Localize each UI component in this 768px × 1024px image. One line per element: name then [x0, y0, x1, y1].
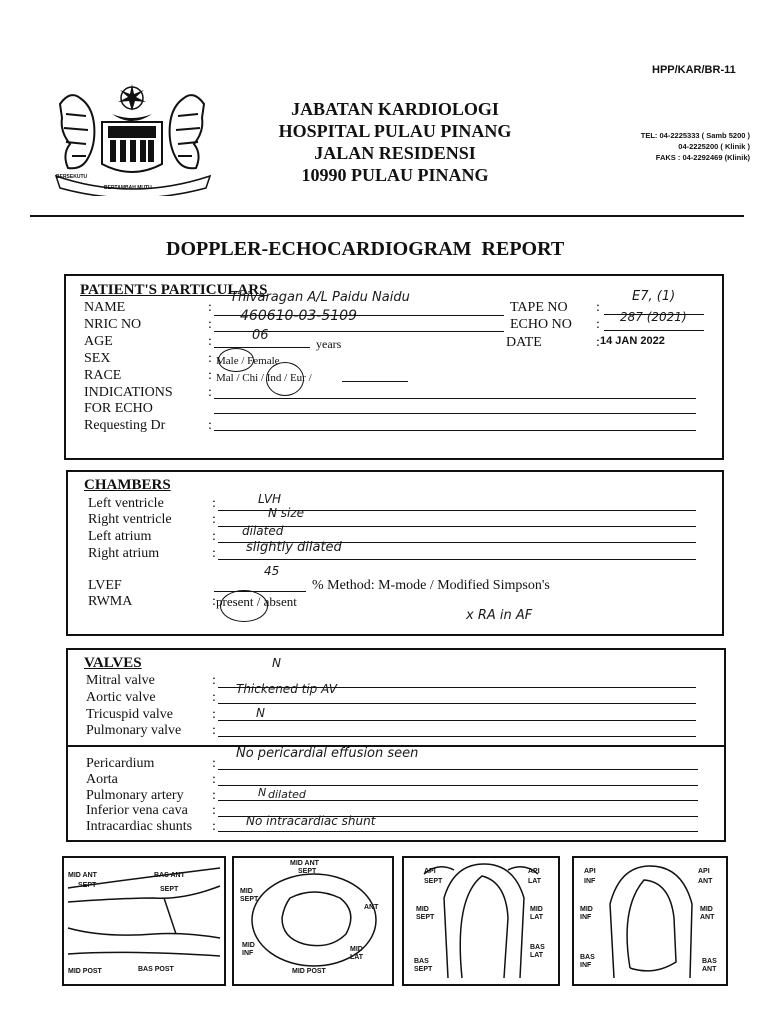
a2c-bas-r: BAS: [702, 958, 717, 965]
diagram-sax: [232, 856, 394, 986]
tricuspid-line: [218, 720, 696, 721]
plax-mid-post: MID POST: [68, 968, 102, 975]
hospital-header: [240, 98, 550, 186]
a4c-sept: SEPT: [424, 878, 443, 885]
requesting-dr-label: Requesting Dr: [84, 418, 166, 433]
ivc-value[interactable]: dilated: [268, 788, 306, 801]
lvef-value[interactable]: 45: [264, 564, 280, 578]
sax-ant: ANT: [364, 904, 379, 911]
sex-label: SEX: [84, 351, 111, 366]
name-value[interactable]: Thivaragan A/L Paidu Naidu: [230, 290, 410, 305]
sax-sept: SEPT: [240, 896, 259, 903]
pulmonary-artery-value[interactable]: N: [258, 786, 267, 799]
aorta-label: Aorta: [86, 772, 118, 787]
la-label: Left atrium: [88, 529, 152, 544]
rwma-options[interactable]: present / absent: [216, 594, 297, 609]
a2c-bas-inf: INF: [580, 962, 592, 969]
nric-value[interactable]: 460610-03-5109: [240, 308, 357, 324]
shunts-line: [218, 831, 698, 832]
a4c-api-r: API: [528, 868, 540, 875]
race-options[interactable]: Mal / Chi / Ind / Eur /: [216, 372, 312, 384]
pericardium-line: [218, 769, 698, 770]
header-line-3: JALAN RESIDENSI: [314, 143, 476, 163]
race-circle-mark: [266, 362, 304, 396]
mitral-label: Mitral valve: [86, 673, 155, 688]
pericardium-label: Pericardium: [86, 756, 155, 771]
aorta-line: [218, 785, 698, 786]
tape-no-label: TAPE NO: [510, 300, 568, 315]
ra-line: [218, 559, 696, 560]
shunts-value[interactable]: No intracardiac shunt: [246, 814, 376, 828]
sax-inf: INF: [242, 950, 254, 957]
plax-bas-post: BAS POST: [138, 966, 174, 973]
lv-label: Left ventricle: [88, 496, 164, 511]
pulmonary-artery-label: Pulmonary artery: [86, 788, 184, 803]
sax-lat: LAT: [350, 954, 364, 961]
plax-mid-ant: MID ANT: [68, 872, 97, 879]
chambers-heading: CHAMBERS: [84, 477, 171, 493]
ivc-label: Inferior vena cava: [86, 803, 188, 818]
shunts-label: Intracardiac shunts: [86, 819, 193, 834]
sax-mid: MID: [240, 888, 253, 895]
for-echo-line: [214, 413, 696, 414]
diagram-a2c: [572, 856, 728, 986]
chambers-note[interactable]: x RA in AF: [466, 608, 533, 623]
aortic-label: Aortic valve: [86, 690, 156, 705]
sax-mid-ant: MID ANT: [290, 860, 319, 867]
a4c-bas-lat: LAT: [530, 952, 544, 959]
contact-fax: FAKS : 04-2292469 (Klinik): [655, 153, 750, 162]
diagram-a4c: [402, 856, 560, 986]
a4c-mid-sept: SEPT: [416, 914, 435, 921]
tape-no-value[interactable]: E7, (1): [632, 289, 676, 304]
age-label: AGE: [84, 334, 113, 349]
lv-value[interactable]: LVH: [258, 492, 282, 506]
requesting-dr-line: [214, 430, 696, 431]
a4c-mid: MID: [416, 906, 429, 913]
crest-logo: [52, 84, 214, 196]
form-code: HPP/KAR/BR-11: [652, 64, 736, 76]
patient-heading: PATIENT'S PARTICULARS: [80, 282, 268, 298]
a2c-bas: BAS: [580, 954, 595, 961]
pericardium-value[interactable]: No pericardial effusion seen: [236, 746, 419, 761]
tricuspid-value[interactable]: N: [256, 706, 265, 720]
a2c-bas-ant: ANT: [702, 966, 717, 973]
race-label: RACE: [84, 368, 122, 383]
aortic-line: [218, 703, 696, 704]
echo-no-value[interactable]: 287 (2021): [620, 310, 687, 324]
date-value[interactable]: 14 JAN 2022: [600, 335, 665, 347]
sax-inf-mid: MID: [242, 942, 255, 949]
indications-line: [214, 398, 696, 399]
header-line-4: 10990 PULAU PINANG: [301, 165, 489, 185]
mitral-value[interactable]: N: [272, 656, 281, 670]
contact-block: [600, 130, 750, 163]
aortic-value[interactable]: Thickened tip AV: [236, 682, 337, 696]
pulmonary-valve-label: Pulmonary valve: [86, 723, 182, 738]
indications-label: INDICATIONS: [84, 385, 173, 400]
a4c-lat-r: LAT: [530, 914, 544, 921]
la-value[interactable]: dilated: [242, 524, 284, 538]
tricuspid-label: Tricuspid valve: [86, 707, 173, 722]
sex-circle-mark: [218, 348, 254, 372]
sax-lat-mid: MID: [350, 946, 363, 953]
rwma-circle-mark: [220, 590, 268, 622]
plax-sept: SEPT: [78, 882, 97, 889]
a2c-ant-r: ANT: [700, 914, 715, 921]
a2c-inf: INF: [584, 878, 596, 885]
a2c-mid-inf: INF: [580, 914, 592, 921]
contact-tel-2: 04-2225200 ( Klinik ): [678, 142, 750, 151]
a2c-api-r: API: [698, 868, 710, 875]
years-label: years: [316, 337, 342, 351]
header-line-2: HOSPITAL PULAU PINANG: [278, 121, 512, 141]
report-title: DOPPLER-ECHOCARDIOGRAM REPORT: [166, 238, 565, 260]
for-echo-label: FOR ECHO: [84, 401, 153, 416]
pulmonary-valve-line: [218, 736, 696, 737]
nric-label: NRIC NO: [84, 317, 142, 332]
echo-no-line: [604, 330, 704, 331]
crest-motto-left: BERSEKUTU: [56, 174, 88, 180]
rv-label: Right ventricle: [88, 512, 172, 527]
age-value[interactable]: 06: [252, 328, 269, 343]
header-divider: [30, 215, 744, 217]
chambers-section: [66, 470, 724, 636]
rv-line: [218, 526, 696, 527]
a4c-lat: LAT: [528, 878, 542, 885]
sex-options[interactable]: Male / Female: [216, 355, 280, 367]
a2c-mid: MID: [580, 906, 593, 913]
a4c-bas-sept: SEPT: [414, 966, 433, 973]
a2c-api: API: [584, 868, 596, 875]
plax-bas-ant: BAS ANT: [154, 872, 185, 879]
lvef-line: [214, 591, 306, 592]
ra-label: Right atrium: [88, 546, 160, 561]
rv-value[interactable]: N size: [268, 506, 305, 520]
plax-bas-sept: SEPT: [160, 886, 179, 893]
race-other-line: [342, 381, 408, 382]
header-line-1: JABATAN KARDIOLOGI: [291, 99, 499, 119]
a4c-api: API: [424, 868, 436, 875]
name-label: NAME: [84, 300, 126, 315]
a2c-mid-r: MID: [700, 906, 713, 913]
a4c-bas-r: BAS: [530, 944, 545, 951]
sax-sept-top: SEPT: [298, 868, 317, 875]
ra-value[interactable]: slightly dilated: [246, 540, 342, 555]
diagram-plax: [62, 856, 226, 986]
contact-tel-1: TEL: 04-2225333 ( Samb 5200 ): [640, 131, 750, 140]
echo-no-label: ECHO NO: [510, 317, 572, 332]
a4c-bas: BAS: [414, 958, 429, 965]
valves-heading: VALVES: [84, 655, 142, 671]
lvef-label: LVEF: [88, 578, 122, 593]
lvef-method: % Method: M-mode / Modified Simpson's: [312, 578, 550, 593]
crest-motto-center: BERTAMBAH MUTU: [104, 185, 152, 191]
rwma-label: RWMA: [88, 594, 133, 609]
a2c-ant: ANT: [698, 878, 713, 885]
a4c-mid-r: MID: [530, 906, 543, 913]
date-label: DATE: [506, 335, 542, 350]
sax-post: MID POST: [292, 968, 326, 975]
